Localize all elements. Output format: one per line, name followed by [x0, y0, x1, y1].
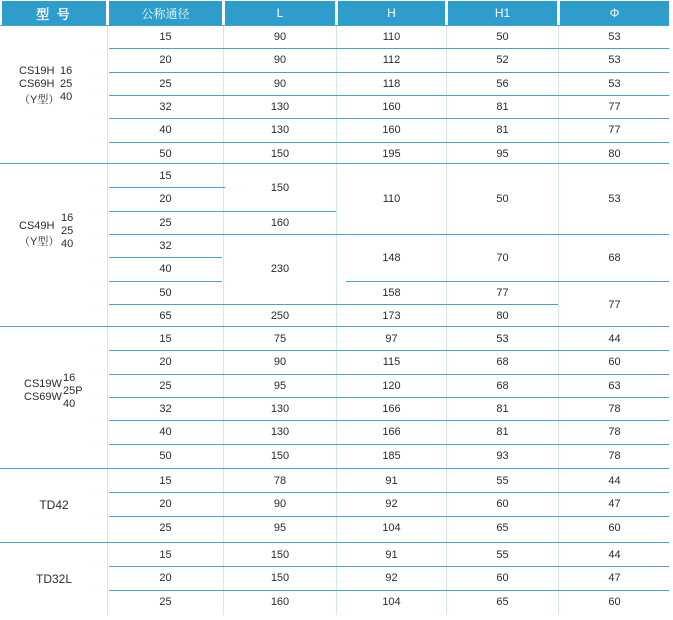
cell-phi: 44 [608, 474, 621, 487]
cell-h: 160 [382, 123, 401, 136]
cell-phi: 53 [608, 30, 621, 43]
cell-h1: 56 [496, 77, 509, 90]
cell-l: 160 [270, 216, 290, 229]
group-divider [0, 542, 669, 543]
cell-h: 195 [382, 147, 401, 160]
cell-h1: 60 [496, 571, 509, 584]
cell-h: 104 [382, 521, 401, 534]
row-divider [109, 492, 669, 493]
cell-h: 110 [382, 193, 401, 205]
cell-h1: 81 [496, 123, 509, 136]
cell-phi: 60 [608, 521, 621, 534]
header-h: H [338, 1, 445, 25]
cell-dn: 50 [159, 449, 172, 462]
column-divider [223, 25, 224, 615]
cell-h1: 65 [496, 595, 509, 608]
cell-h1: 50 [496, 193, 509, 205]
cell-h: 112 [382, 53, 401, 66]
cell-phi: 44 [608, 548, 621, 561]
cell-h1: 53 [496, 332, 509, 345]
cell-phi: 77 [608, 100, 621, 113]
cell-l: 90 [273, 355, 287, 368]
row-divider [109, 142, 669, 143]
cell-dn: 25 [159, 379, 172, 392]
cell-h1: 65 [496, 521, 509, 534]
cell-h: 173 [382, 309, 401, 322]
cell-l: 130 [270, 425, 290, 438]
cell-h: 92 [385, 571, 398, 584]
cell-dn: 25 [159, 595, 172, 608]
pressure-rating: 40 [60, 91, 73, 103]
cell-h: 118 [382, 77, 401, 90]
cell-dn: 20 [159, 571, 172, 584]
cell-l: 95 [273, 379, 287, 392]
cell-h1: 77 [496, 286, 509, 299]
cell-dn: 15 [159, 30, 172, 43]
row-divider [109, 118, 669, 119]
row-divider [109, 590, 669, 591]
cell-h: 185 [382, 449, 401, 462]
row-divider [109, 350, 669, 351]
cell-phi: 77 [608, 123, 621, 136]
pressure-rating: 25 [61, 225, 74, 237]
cell-h: 166 [382, 425, 401, 438]
cell-l: 250 [270, 309, 290, 322]
cell-phi: 78 [608, 449, 621, 462]
row-divider [109, 187, 225, 188]
row-divider [109, 257, 222, 258]
cell-phi: 47 [608, 571, 621, 584]
row-divider [109, 397, 669, 398]
cell-l: 150 [270, 147, 290, 160]
header-model: 型 号 [2, 1, 106, 25]
pressure-rating: 40 [61, 238, 74, 250]
header-l: L [225, 1, 335, 25]
cell-h: 92 [385, 497, 398, 510]
header-bottom-line [0, 25, 669, 26]
cell-h1: 93 [496, 449, 509, 462]
cell-phi: 77 [608, 298, 621, 311]
header-nominal-diameter: 公称通径 [109, 1, 222, 25]
cell-h1: 81 [496, 425, 509, 438]
row-divider [109, 304, 558, 305]
cell-h: 120 [382, 379, 401, 392]
cell-dn: 40 [159, 425, 172, 438]
cell-l: 75 [273, 332, 287, 345]
model-name-line: CS19H [19, 65, 55, 77]
model-name: TD32L [35, 572, 73, 586]
model-name-line: CS49H [19, 220, 55, 232]
cell-l: 95 [273, 521, 287, 534]
cell-l: 150 [270, 449, 290, 462]
column-divider [558, 25, 559, 615]
cell-h: 115 [382, 355, 401, 368]
pressure-rating: 16 [61, 212, 74, 224]
cell-h1: 50 [496, 30, 509, 43]
cell-l: 160 [270, 595, 290, 608]
cell-h1: 68 [496, 355, 509, 368]
cell-phi: 78 [608, 425, 621, 438]
cell-h1: 68 [496, 379, 509, 392]
cell-h: 91 [385, 548, 398, 561]
cell-phi: 63 [608, 379, 621, 392]
cell-dn: 32 [159, 100, 172, 113]
cell-l: 90 [273, 77, 287, 90]
cell-dn: 15 [159, 548, 172, 561]
cell-dn: 32 [159, 402, 172, 415]
cell-dn: 20 [159, 53, 172, 66]
row-divider [109, 95, 669, 96]
cell-h: 110 [382, 30, 401, 43]
cell-h: 97 [385, 332, 398, 345]
column-divider [336, 25, 337, 615]
cell-h1: 60 [496, 497, 509, 510]
cell-phi: 53 [608, 77, 621, 90]
cell-h1: 70 [496, 251, 509, 264]
cell-l: 130 [270, 402, 290, 415]
cell-l: 130 [270, 100, 290, 113]
cell-phi: 60 [608, 355, 621, 368]
cell-l: 90 [273, 53, 287, 66]
cell-h: 148 [382, 251, 401, 264]
cell-l: 150 [270, 181, 290, 194]
cell-dn: 40 [159, 262, 172, 275]
model-name-line: （Y型） [19, 94, 60, 106]
cell-dn: 20 [159, 192, 172, 205]
pressure-rating: 40 [63, 398, 76, 410]
cell-phi: 60 [608, 595, 621, 608]
cell-h1: 80 [496, 309, 509, 322]
column-divider [107, 25, 108, 615]
cell-phi: 47 [608, 497, 621, 510]
cell-h1: 81 [496, 402, 509, 415]
cell-h: 160 [382, 100, 401, 113]
row-divider [109, 211, 336, 212]
model-name-line: CS69H [19, 78, 55, 90]
cell-dn: 15 [159, 169, 172, 182]
cell-l: 150 [270, 571, 290, 584]
column-divider [446, 25, 447, 615]
cell-h1: 55 [496, 548, 509, 561]
cell-phi: 53 [608, 193, 621, 205]
model-name-line: （Y型） [19, 236, 60, 248]
cell-l: 130 [270, 123, 290, 136]
row-divider [109, 566, 669, 567]
row-divider [346, 281, 669, 282]
cell-h1: 95 [496, 147, 509, 160]
row-divider [109, 234, 669, 235]
cell-h1: 55 [496, 474, 509, 487]
cell-dn: 15 [159, 474, 172, 487]
row-divider [109, 48, 669, 49]
cell-l: 230 [270, 263, 290, 275]
header-phi: Φ [560, 1, 669, 25]
cell-phi: 53 [608, 53, 621, 66]
pressure-rating: 16 [63, 372, 76, 384]
cell-h: 166 [382, 402, 401, 415]
cell-dn: 25 [159, 216, 172, 229]
cell-phi: 80 [608, 147, 621, 160]
row-divider [109, 281, 222, 282]
model-name-line: CS19W [24, 378, 62, 390]
cell-dn: 50 [159, 286, 172, 299]
cell-h1: 81 [496, 100, 509, 113]
cell-dn: 20 [159, 355, 172, 368]
cell-h: 91 [385, 474, 398, 487]
pressure-rating: 25P [63, 385, 83, 397]
cell-dn: 15 [159, 332, 172, 345]
cell-l: 150 [270, 548, 290, 561]
model-name: TD42 [39, 498, 69, 512]
row-divider [109, 420, 669, 421]
cell-phi: 78 [608, 402, 621, 415]
cell-dn: 20 [159, 497, 172, 510]
cell-l: 78 [273, 474, 287, 487]
group-divider [0, 468, 669, 469]
cell-l: 90 [273, 497, 287, 510]
cell-h: 104 [382, 595, 401, 608]
cell-phi: 44 [608, 332, 621, 345]
row-divider [109, 374, 669, 375]
cell-dn: 32 [159, 239, 172, 252]
row-divider [109, 72, 669, 73]
model-name-line: CS69W [24, 391, 62, 403]
row-divider [109, 516, 669, 517]
cell-dn: 50 [159, 147, 172, 160]
pressure-rating: 16 [60, 65, 73, 77]
cell-dn: 25 [159, 521, 172, 534]
cell-dn: 40 [159, 123, 172, 136]
pressure-rating: 25 [60, 78, 73, 90]
cell-dn: 65 [159, 309, 172, 322]
cell-h: 158 [382, 286, 401, 299]
cell-dn: 25 [159, 77, 172, 90]
row-divider [109, 444, 669, 445]
cell-phi: 68 [608, 251, 621, 264]
cell-h1: 52 [496, 53, 509, 66]
header-h1: H1 [448, 1, 557, 25]
cell-l: 90 [273, 30, 287, 43]
